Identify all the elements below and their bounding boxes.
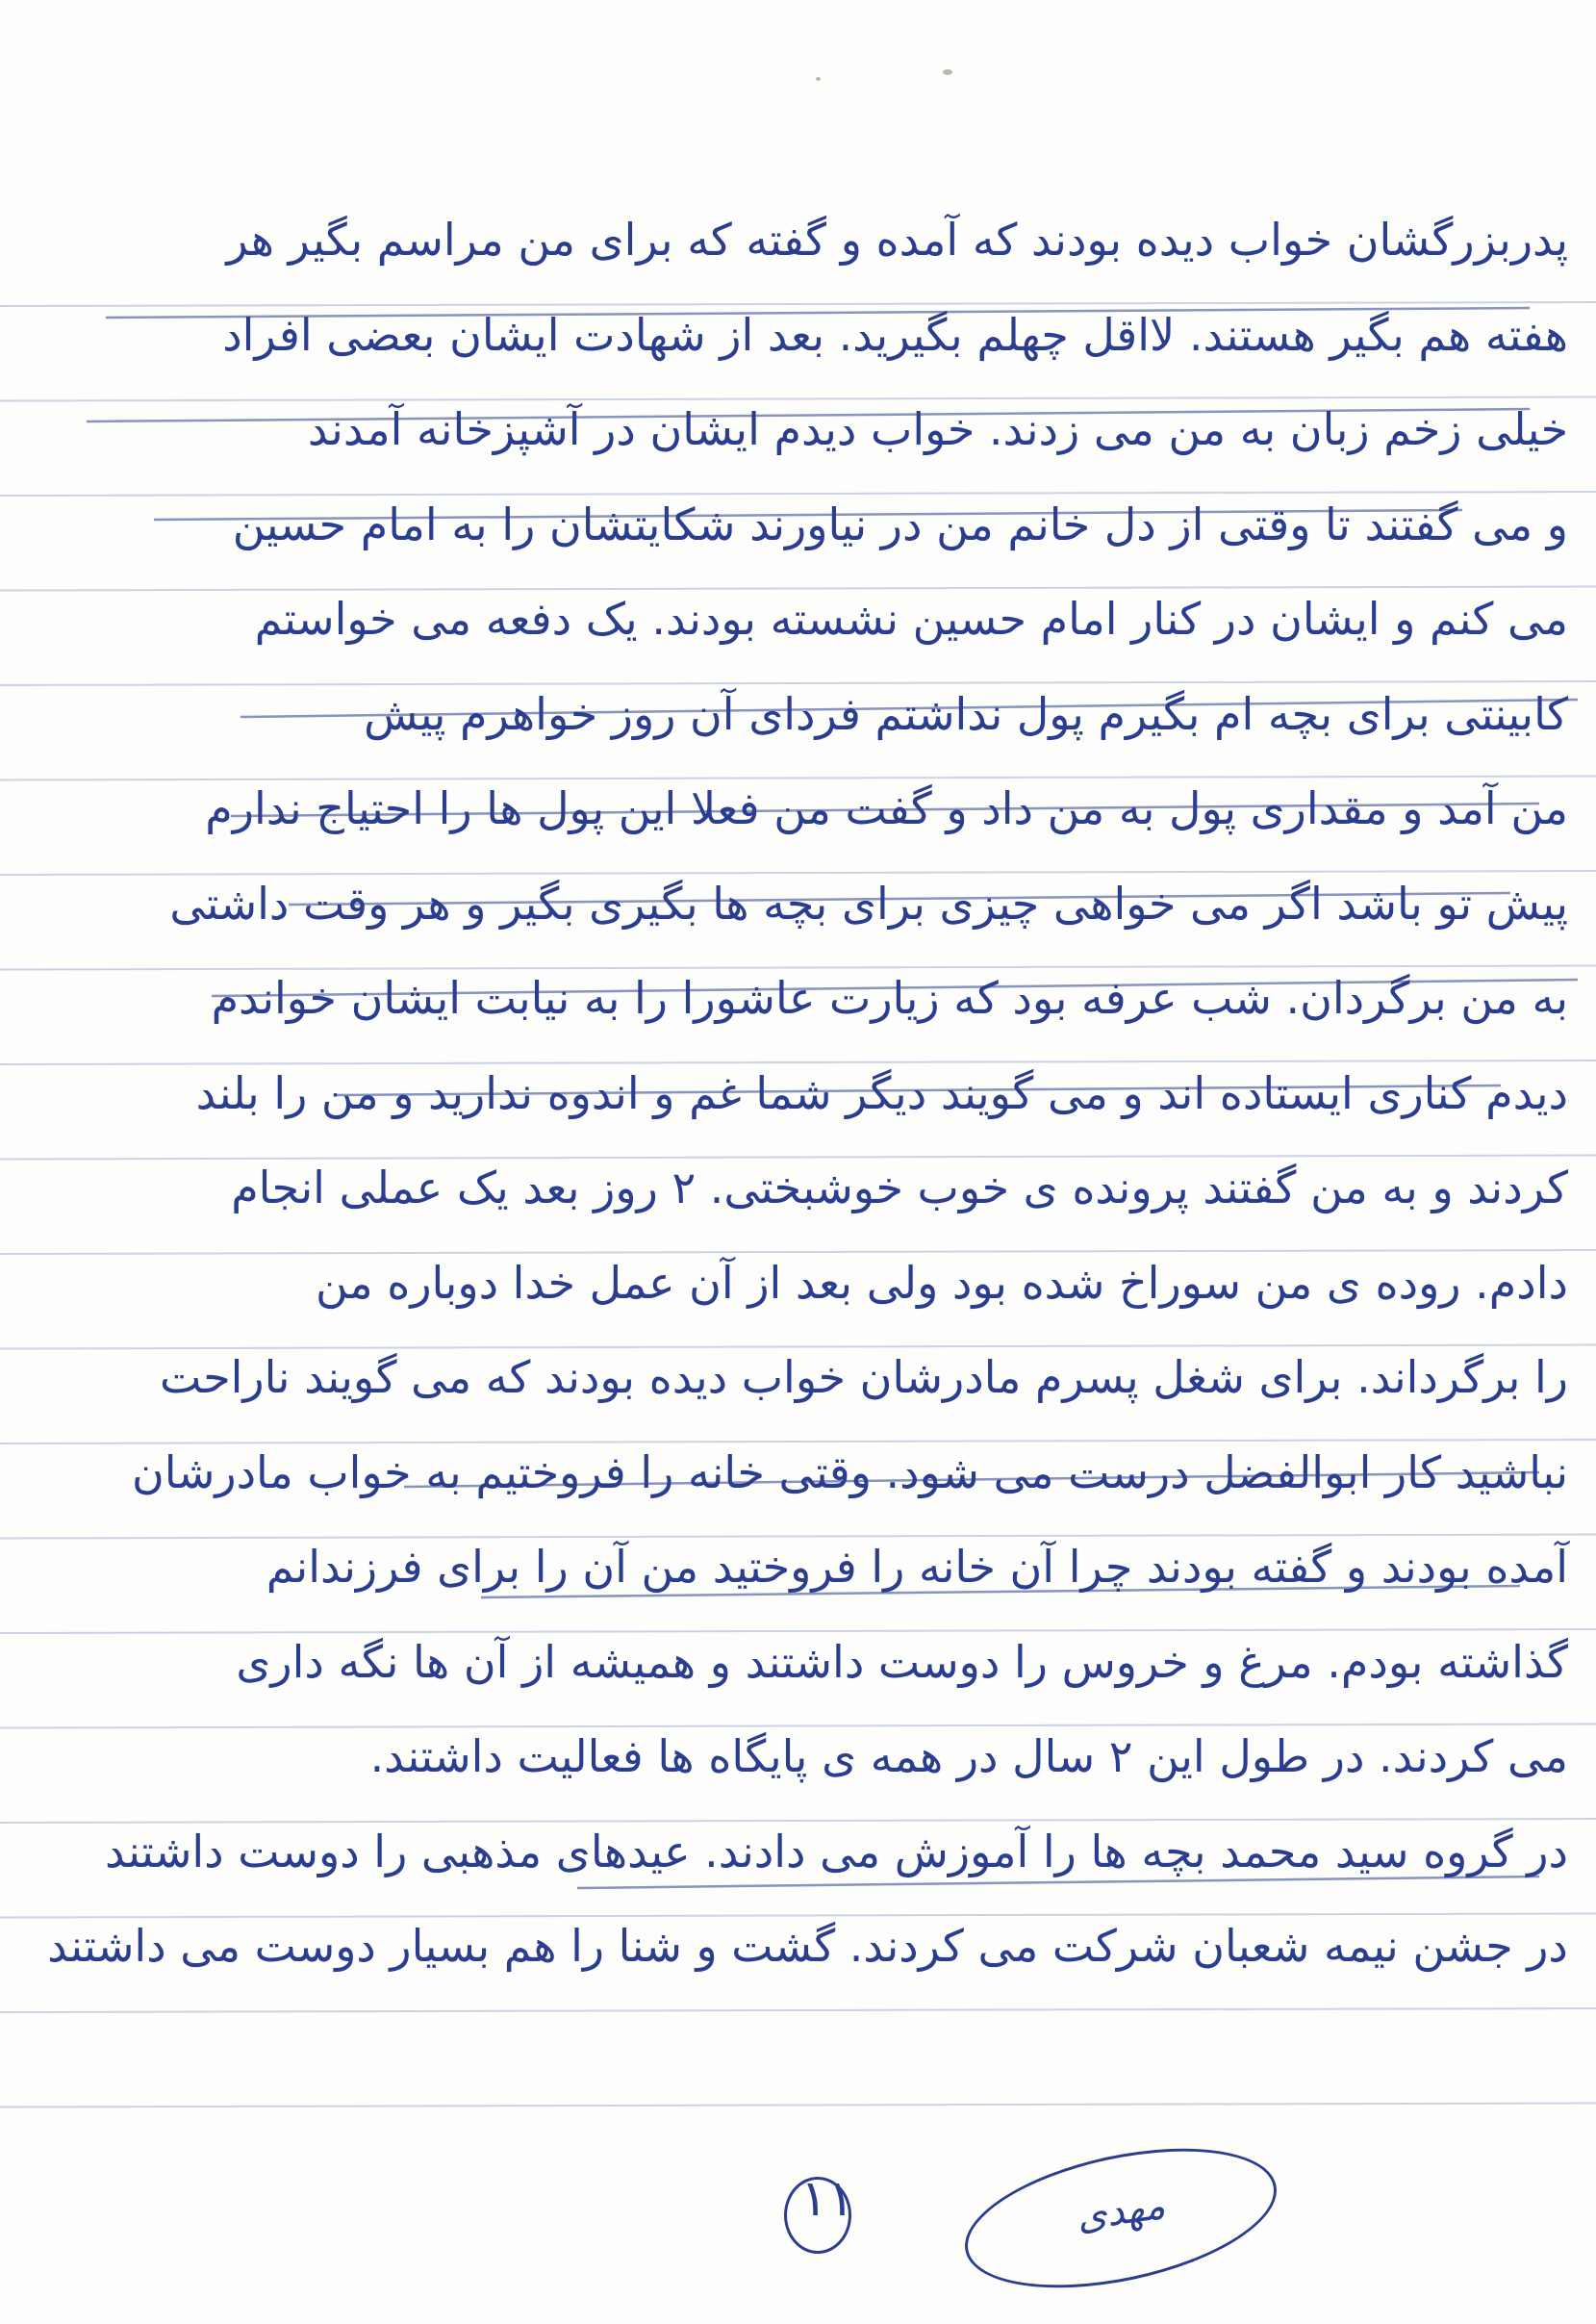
text-line: هفته هم بگیر هستند. لااقل چهلم بگیرید. بعد از شهادت ایشان بعضی افراد <box>222 308 1568 361</box>
text-line: من آمد و مقداری پول به من داد و گفت من فعلا این پول ها را احتیاج ندارم <box>205 782 1568 834</box>
paper-speck <box>943 69 952 75</box>
text-line: می کردند. در طول این ۲ سال در همه ی پایگاه ها فعالیت داشتند. <box>369 1730 1568 1782</box>
text-line: کردند و به من گفتند پرونده ی خوب خوشبختی. ۲ روز بعد یک عملی انجام <box>231 1162 1568 1213</box>
paper-speck <box>816 77 821 81</box>
text-line: دیدم کناری ایستاده اند و می گویند دیگر شما غم و اندوه ندارید و من را بلند <box>195 1066 1568 1119</box>
text-line: خیلی زخم زبان به من می زدند. خواب دیدم ایشان در آشپزخانه آمدند <box>307 403 1568 455</box>
ruled-line <box>0 2104 1596 2107</box>
text-line: نباشید کار ابوالفضل درست می شود. وقتی خانه را فروختیم به خواب مادرشان <box>132 1445 1568 1498</box>
page-number: ۱۱ <box>800 2170 854 2228</box>
text-line: آمده بودند و گفته بودند چرا آن خانه را فروختید من آن را برای فرزندانم <box>266 1541 1568 1593</box>
text-line: می کنم و ایشان در کنار امام حسین نشسته بودند. یک دفعه می خواستم <box>254 593 1568 645</box>
text-line: کابینتی برای بچه ام بگیرم پول نداشتم فردای آن روز خواهرم پیش <box>364 687 1568 740</box>
text-line: گذاشته بودم. مرغ و خروس را دوست داشتند و همیشه از آن ها نگه داری <box>236 1635 1568 1688</box>
text-line: را برگرداند. برای شغل پسرم مادرشان خواب دیده بودند که می گویند ناراحت <box>160 1351 1568 1403</box>
text-line: پدربزرگشان خواب دیده بودند که آمده و گفته که برای من مراسم بگیر هر <box>226 214 1568 266</box>
text-line: در گروه سید محمد بچه ها را آموزش می دادند. عیدهای مذهبی را دوست داشتند <box>104 1825 1568 1877</box>
text-line: دادم. روده ی من سوراخ شده بود ولی بعد از آن عمل خدا دوباره من <box>315 1256 1568 1309</box>
text-line: در جشن نیمه شعبان شرکت می کردند. گشت و شنا را هم بسیار دوست می داشتند <box>47 1920 1568 1972</box>
text-line: پیش تو باشد اگر می خواهی چیزی برای بچه ها بگیری بگیر و هر وقت داشتی <box>169 877 1568 930</box>
text-line: به من برگردان. شب عرفه بود که زیارت عاشورا را به نیابت ایشان خواندم <box>211 972 1568 1024</box>
signature: مهدی <box>1074 2183 1168 2240</box>
text-line: و می گفتند تا وقتی از دل خانم من در نیاورند شکایتشان را به امام حسین <box>232 498 1568 550</box>
ruled-line <box>0 2008 1596 2012</box>
handwritten-text-body <box>29 192 1568 1994</box>
